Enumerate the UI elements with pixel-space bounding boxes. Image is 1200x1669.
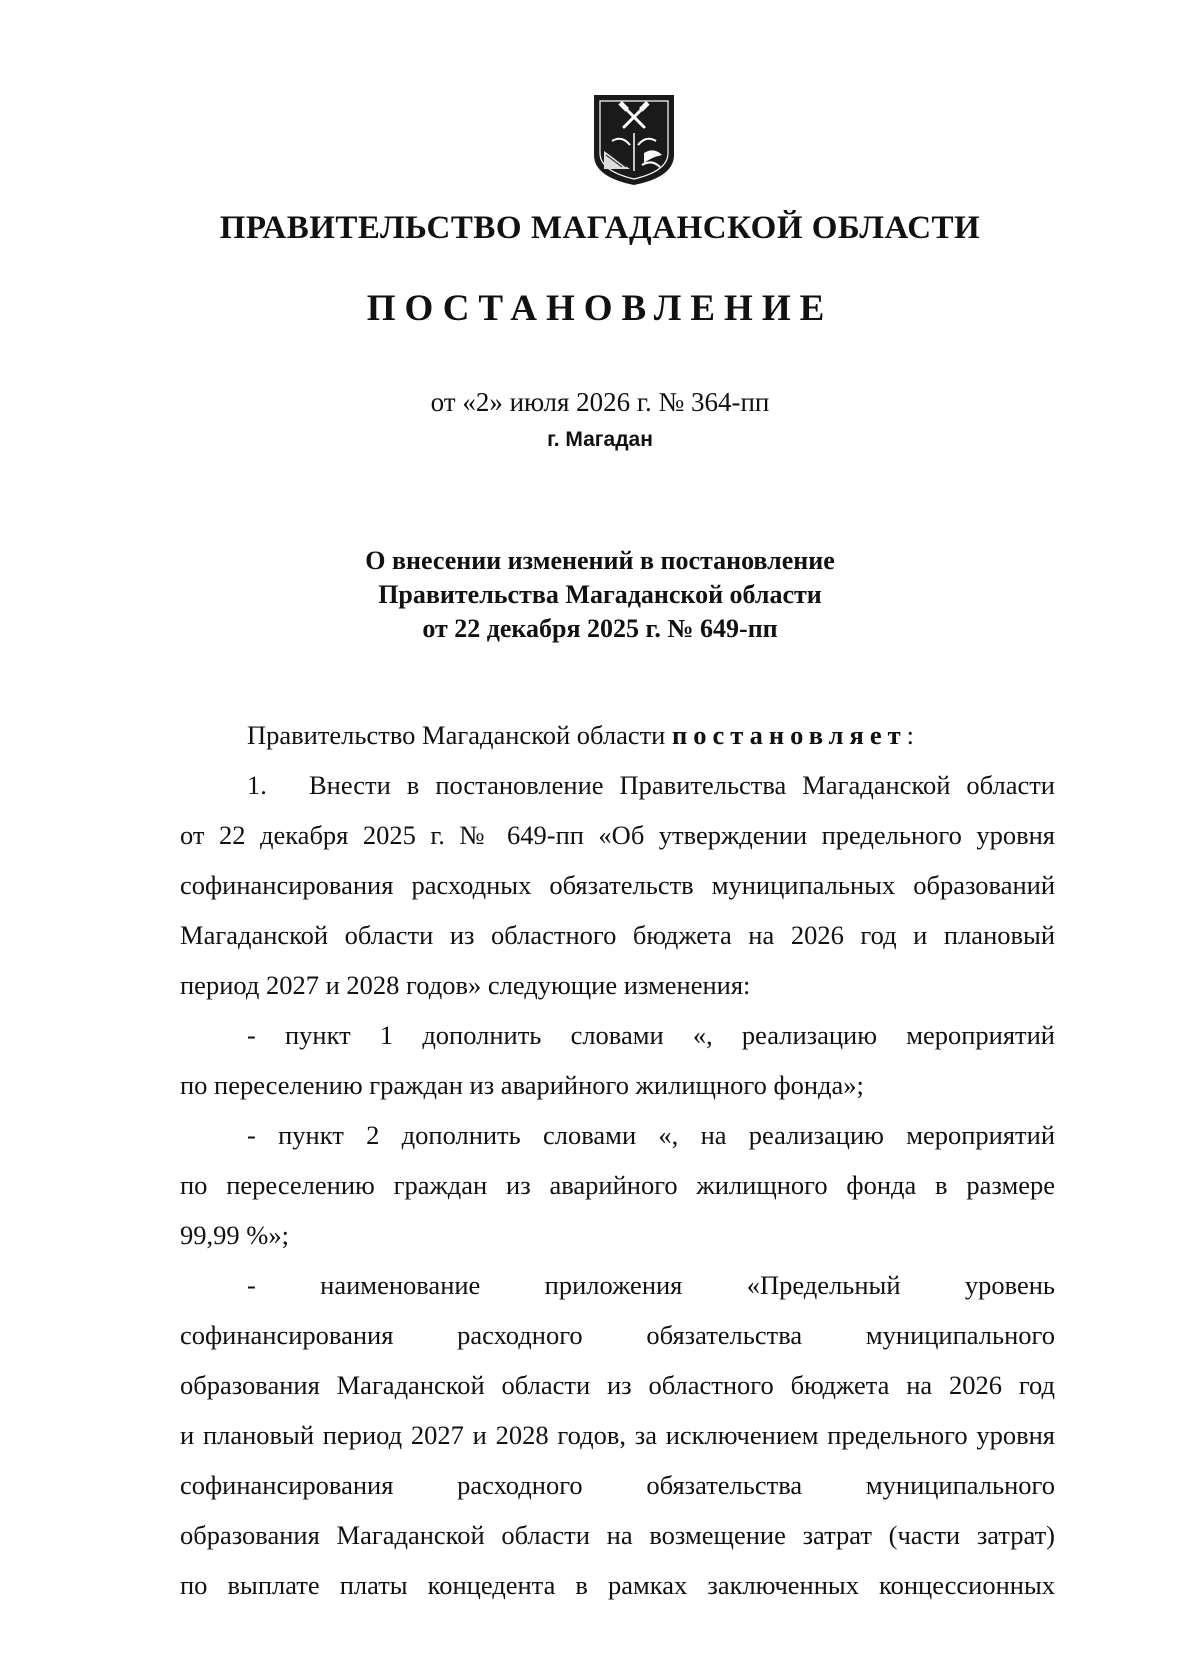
bullet-3-line: софинансирования расходного обязательства муниципального (180, 1470, 1055, 1500)
bullet-3-line: образования Магаданской области из областного бюджета на 2026 год (180, 1370, 1055, 1400)
document-subject (0, 544, 1200, 646)
bullet-3-line: по выплате платы концедента в рамках заключенных концессионных (180, 1570, 1055, 1600)
intro-colon: : (906, 720, 915, 750)
intro-text: Правительство Магаданской области (247, 720, 666, 750)
bullet-2-line: - пункт 2 дополнить словами «, на реализацию мероприятий (247, 1120, 1055, 1150)
document-city: г. Магадан (547, 428, 653, 451)
bullet-1-line: по переселению граждан из аварийного жилищного фонда»; (180, 1070, 864, 1100)
intro-paragraph (180, 710, 1055, 760)
document-date-number: от «2» июля 2026 г. № 364-пп (430, 387, 770, 417)
bullet-3-line: - наименование приложения «Предельный уровень (247, 1270, 1055, 1300)
bullet-2-line: по переселению граждан из аварийного жилищного фонда в размере (180, 1170, 1055, 1200)
document-body (180, 710, 1055, 1610)
item-1-line (180, 760, 1055, 810)
bullet-1-line: - пункт 1 дополнить словами «, реализацию мероприятий (247, 1020, 1055, 1050)
item-1-paragraph (180, 760, 1055, 1010)
item-1-line: период 2027 и 2028 годов» следующие изменения: (180, 970, 751, 1000)
bullet-2-paragraph (180, 1110, 1055, 1260)
item-1-line: Магаданской области из областного бюджета на 2026 год и плановый (180, 920, 1055, 950)
coat-of-arms-icon (592, 93, 676, 187)
item-1-line: от 22 декабря 2025 г. № 649-пп «Об утверждении предельного уровня (180, 820, 1055, 850)
subject-line: О внесении изменений в постановление (365, 546, 835, 575)
item-1-line: софинансирования расходных обязательств муниципальных образований (180, 870, 1055, 900)
bullet-3-line: и плановый период 2027 и 2028 годов, за исключением предельного уровня (180, 1420, 1055, 1450)
bullet-3-line: образования Магаданской области на возмещение затрат (части затрат) (180, 1520, 1055, 1550)
government-name: ПРАВИТЕЛЬСТВО МАГАДАНСКОЙ ОБЛАСТИ (219, 210, 981, 246)
document-type: ПОСТАНОВЛЕНИЕ (366, 288, 834, 329)
item-1-text: Внести в постановление Правительства Магаданской области (309, 770, 1055, 800)
bullet-3-paragraph (180, 1260, 1055, 1610)
bullet-2-line: 99,99 %»; (180, 1220, 289, 1250)
resolves-word: постановляет (671, 720, 907, 750)
intro-line (180, 710, 1055, 760)
subject-line: от 22 декабря 2025 г. № 649-пп (422, 614, 778, 643)
bullet-1-paragraph (180, 1010, 1055, 1110)
item-1-number: 1. (247, 770, 267, 800)
subject-line: Правительства Магаданской области (378, 580, 822, 609)
bullet-3-line: софинансирования расходного обязательства муниципального (180, 1320, 1055, 1350)
